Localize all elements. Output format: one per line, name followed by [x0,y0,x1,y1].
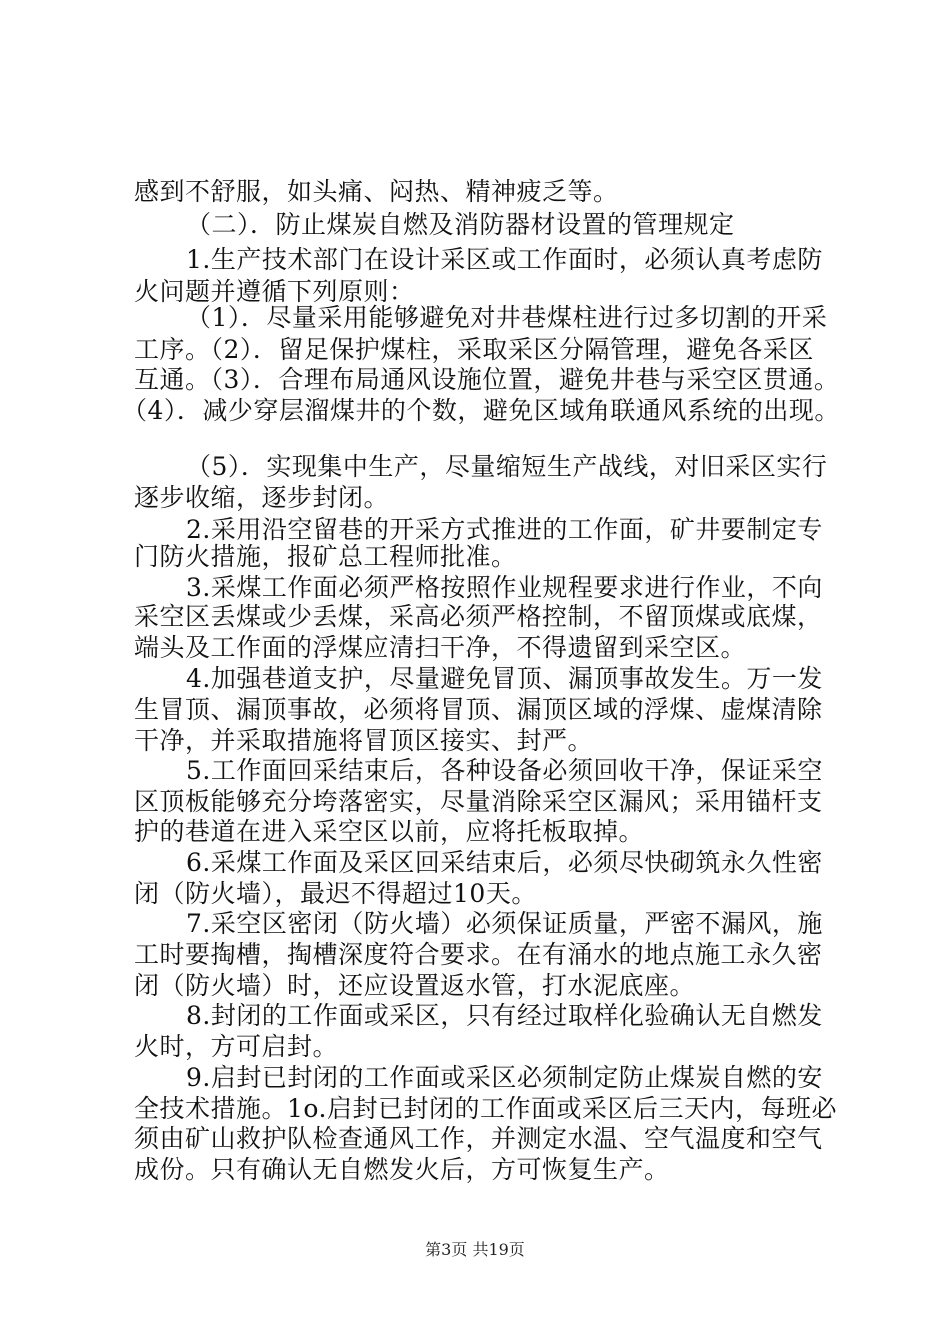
text-line: 7.采空区密闭（防火墙）必须保证质量，严密不漏风，施 [186,909,823,938]
text-line: 生冒顶、漏顶事故，必须将冒顶、漏顶区域的浮煤、虚煤清除 [134,695,823,724]
text-line: 互通。（3）．合理布局通风设施位置，避免井巷与采空区贯通。 [134,365,840,394]
text-line: 6.采煤工作面及采区回采结束后，必须尽快砌筑永久性密 [186,848,823,877]
section-heading: （二）．防止煤炭自燃及消防器材设置的管理规定 [186,210,735,239]
text-line: 区顶板能够充分垮落密实，尽量消除采空区漏风；采用锚杆支 [134,787,823,816]
text-line: 干净，并采取措施将冒顶区接实、封严。 [134,726,594,755]
text-line: 2.采用沿空留巷的开采方式推进的工作面，矿井要制定专 [186,515,823,544]
text-line: 感到不舒服，如头痛、闷热、精神疲乏等。 [134,177,619,206]
text-line: （4）．减少穿层溜煤井的个数，避免区域角联通风系统的出现。 [122,396,840,425]
text-line: （5）．实现集中生产，尽量缩短生产战线，对旧采区实行 [186,452,828,481]
text-line: 8.封闭的工作面或采区，只有经过取样化验确认无自燃发 [186,1001,823,1030]
text-line: 3.采煤工作面必须严格按照作业规程要求进行作业，不向 [186,573,823,602]
text-line: 9.启封已封闭的工作面或采区必须制定防止煤炭自燃的安 [186,1063,823,1092]
text-line: 全技术措施。1o.启封已封闭的工作面或采区后三天内，每班必 [134,1094,837,1123]
text-line: 逐步收缩，逐步封闭。 [134,483,390,512]
text-line: 工序。（2）．留足保护煤柱，采取采区分隔管理，避免各采区 [134,335,814,364]
text-line: 闭（防火墙），最迟不得超过10天。 [134,879,537,908]
text-line: 成份。只有确认无自燃发火后，方可恢复生产。 [134,1155,670,1184]
text-line: 5.工作面回采结束后，各种设备必须回收干净，保证采空 [186,756,823,785]
text-line: 端头及工作面的浮煤应清扫干净，不得遗留到采空区。 [134,633,747,662]
text-line: 护的巷道在进入采空区以前，应将托板取掉。 [134,817,645,846]
text-line: 采空区丢煤或少丢煤，采高必须严格控制，不留顶煤或底煤， [134,602,823,631]
text-line: 门防火措施，报矿总工程师批准。 [134,542,517,571]
text-line: 1.生产技术部门在设计采区或工作面时，必须认真考虑防 [186,245,823,274]
text-line: 火问题并遵循下列原则： [134,277,415,306]
text-line: 工时要掏槽，掏槽深度符合要求。在有涌水的地点施工永久密 [134,940,823,969]
text-line: 须由矿山救护队检查通风工作，并测定水温、空气温度和空气 [134,1124,823,1153]
text-line: 火时，方可启封。 [134,1032,339,1061]
text-line: 4.加强巷道支护，尽量避免冒顶、漏顶事故发生。万一发 [186,664,823,693]
text-line: 闭（防火墙）时，还应设置返水管，打水泥底座。 [134,971,696,1000]
page-number-footer: 第3页 共19页 [425,1240,525,1259]
text-line: （1）．尽量采用能够避免对井巷煤柱进行过多切割的开采 [186,303,828,332]
